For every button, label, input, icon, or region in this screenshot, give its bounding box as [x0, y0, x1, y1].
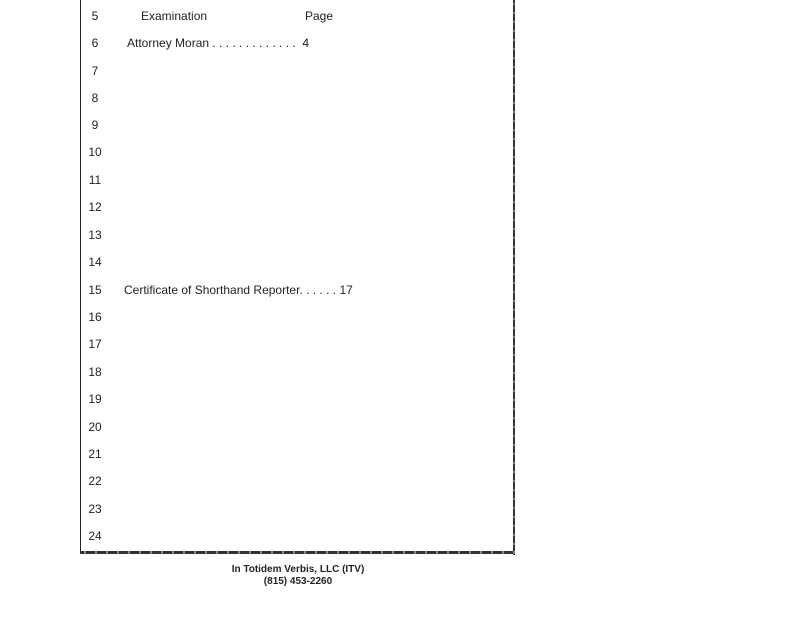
line-number: 18 [88, 365, 102, 379]
line-number: 7 [91, 64, 99, 78]
line-number: 23 [88, 502, 102, 516]
index-entry-attorney: Attorney Moran . . . . . . . . . . . . . 4 [127, 36, 310, 50]
page-heading: Page [305, 9, 334, 23]
line-number: 13 [88, 228, 102, 242]
line-number: 9 [91, 118, 99, 132]
line-number: 6 [91, 36, 99, 50]
page-border-bottom [80, 551, 515, 554]
index-entry-certificate: Certificate of Shorthand Reporter. . . . . . 17 [124, 283, 353, 297]
footer-phone: (815) 453-2260 [263, 576, 333, 587]
line-number: 8 [91, 91, 99, 105]
line-number: 24 [88, 529, 102, 543]
page-border-right [513, 0, 515, 555]
page-border-left [80, 0, 81, 552]
line-number: 15 [88, 283, 102, 297]
line-number: 19 [88, 392, 102, 406]
line-number: 11 [88, 173, 102, 187]
line-number: 14 [88, 255, 102, 269]
line-number: 17 [88, 337, 102, 351]
footer-company: In Totidem Verbis, LLC (ITV) [231, 564, 365, 575]
line-number: 20 [88, 420, 102, 434]
line-number: 12 [88, 200, 102, 214]
line-number: 16 [88, 310, 102, 324]
line-number: 21 [88, 447, 102, 461]
line-number: 22 [88, 474, 102, 488]
examination-heading: Examination [141, 9, 208, 23]
line-number: 5 [91, 9, 99, 23]
line-number: 10 [88, 145, 102, 159]
